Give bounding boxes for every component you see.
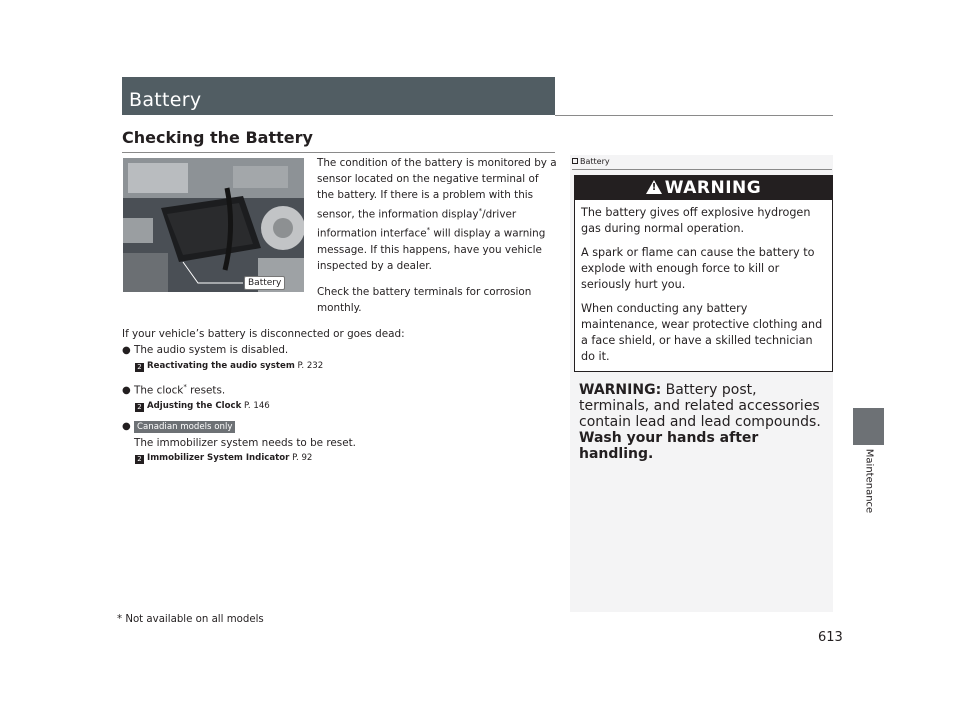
intro-paragraph-2: Check the battery terminals for corrosion monthly.	[317, 285, 532, 314]
lead-warning: WARNING: Battery post, terminals, and related accessories contain lead and lead compounds. Wash your hands after handling.	[579, 382, 821, 462]
warning-title-bar: !WARNING	[575, 176, 832, 200]
warning-triangle-icon	[646, 180, 662, 194]
chapter-label-text: Maintenance	[863, 448, 874, 514]
bullet-icon: ●	[122, 421, 131, 433]
chapter-tab[interactable]	[853, 408, 884, 445]
side-note-rule	[572, 169, 832, 170]
intro-paragraph-1: The condition of the battery is monitored by a sensor located on the negative terminal of the battery. If there is a problem with this sensor, the information display*/driver information interface* will display a warning message. If this happens, have you vehicle inspected by a dealer.	[317, 157, 557, 272]
battery-photo	[123, 158, 304, 292]
reference-arrow-icon: 2	[135, 455, 144, 464]
bullet-icon: ●	[122, 345, 131, 356]
warning-paragraph: A spark or flame can cause the battery to explode with enough force to kill or seriously hurt you.	[581, 246, 815, 291]
section-title-band	[122, 77, 555, 115]
warning-paragraph: The battery gives off explosive hydrogen gas during normal operation.	[581, 206, 811, 235]
warning-body	[575, 200, 832, 365]
bullet-icon: ●	[122, 385, 131, 397]
heading-rule	[122, 152, 555, 153]
intro-text	[317, 155, 557, 316]
battery-callout-label: Battery	[244, 276, 285, 290]
page-heading: Checking the Battery	[122, 128, 313, 147]
bullet-item	[122, 419, 552, 435]
section-title: Battery	[129, 89, 202, 111]
cross-reference-link[interactable]: 2 Adjusting the Clock P. 146	[135, 399, 552, 413]
page-number: 613	[818, 630, 843, 645]
engine-bay-illustration	[123, 158, 304, 292]
bullet-item: ● The clock* resets.	[122, 379, 552, 399]
disconnect-section	[122, 326, 552, 471]
warning-box	[574, 175, 833, 372]
note-marker-icon	[572, 158, 578, 164]
chapter-label	[853, 448, 884, 514]
region-badge: Canadian models only	[134, 421, 235, 433]
footnote: * Not available on all models	[117, 614, 264, 625]
warning-paragraph: When conducting any battery maintenance, wear protective clothing and a face shield, or have a skilled technician do it.	[581, 302, 823, 363]
side-note-heading: Battery	[572, 157, 610, 166]
bullet-item: ● The audio system is disabled.	[122, 342, 552, 359]
reference-arrow-icon: 2	[135, 363, 144, 372]
section-rule	[555, 115, 833, 116]
disconnect-intro: If your vehicle’s battery is disconnected or goes dead:	[122, 328, 405, 340]
reference-arrow-icon: 2	[135, 403, 144, 412]
cross-reference-link[interactable]: 2 Immobilizer System Indicator P. 92	[135, 451, 552, 465]
immobilizer-text: The immobilizer system needs to be reset.	[134, 437, 356, 450]
cross-reference-link[interactable]: 2 Reactivating the audio system P. 232	[135, 359, 552, 373]
